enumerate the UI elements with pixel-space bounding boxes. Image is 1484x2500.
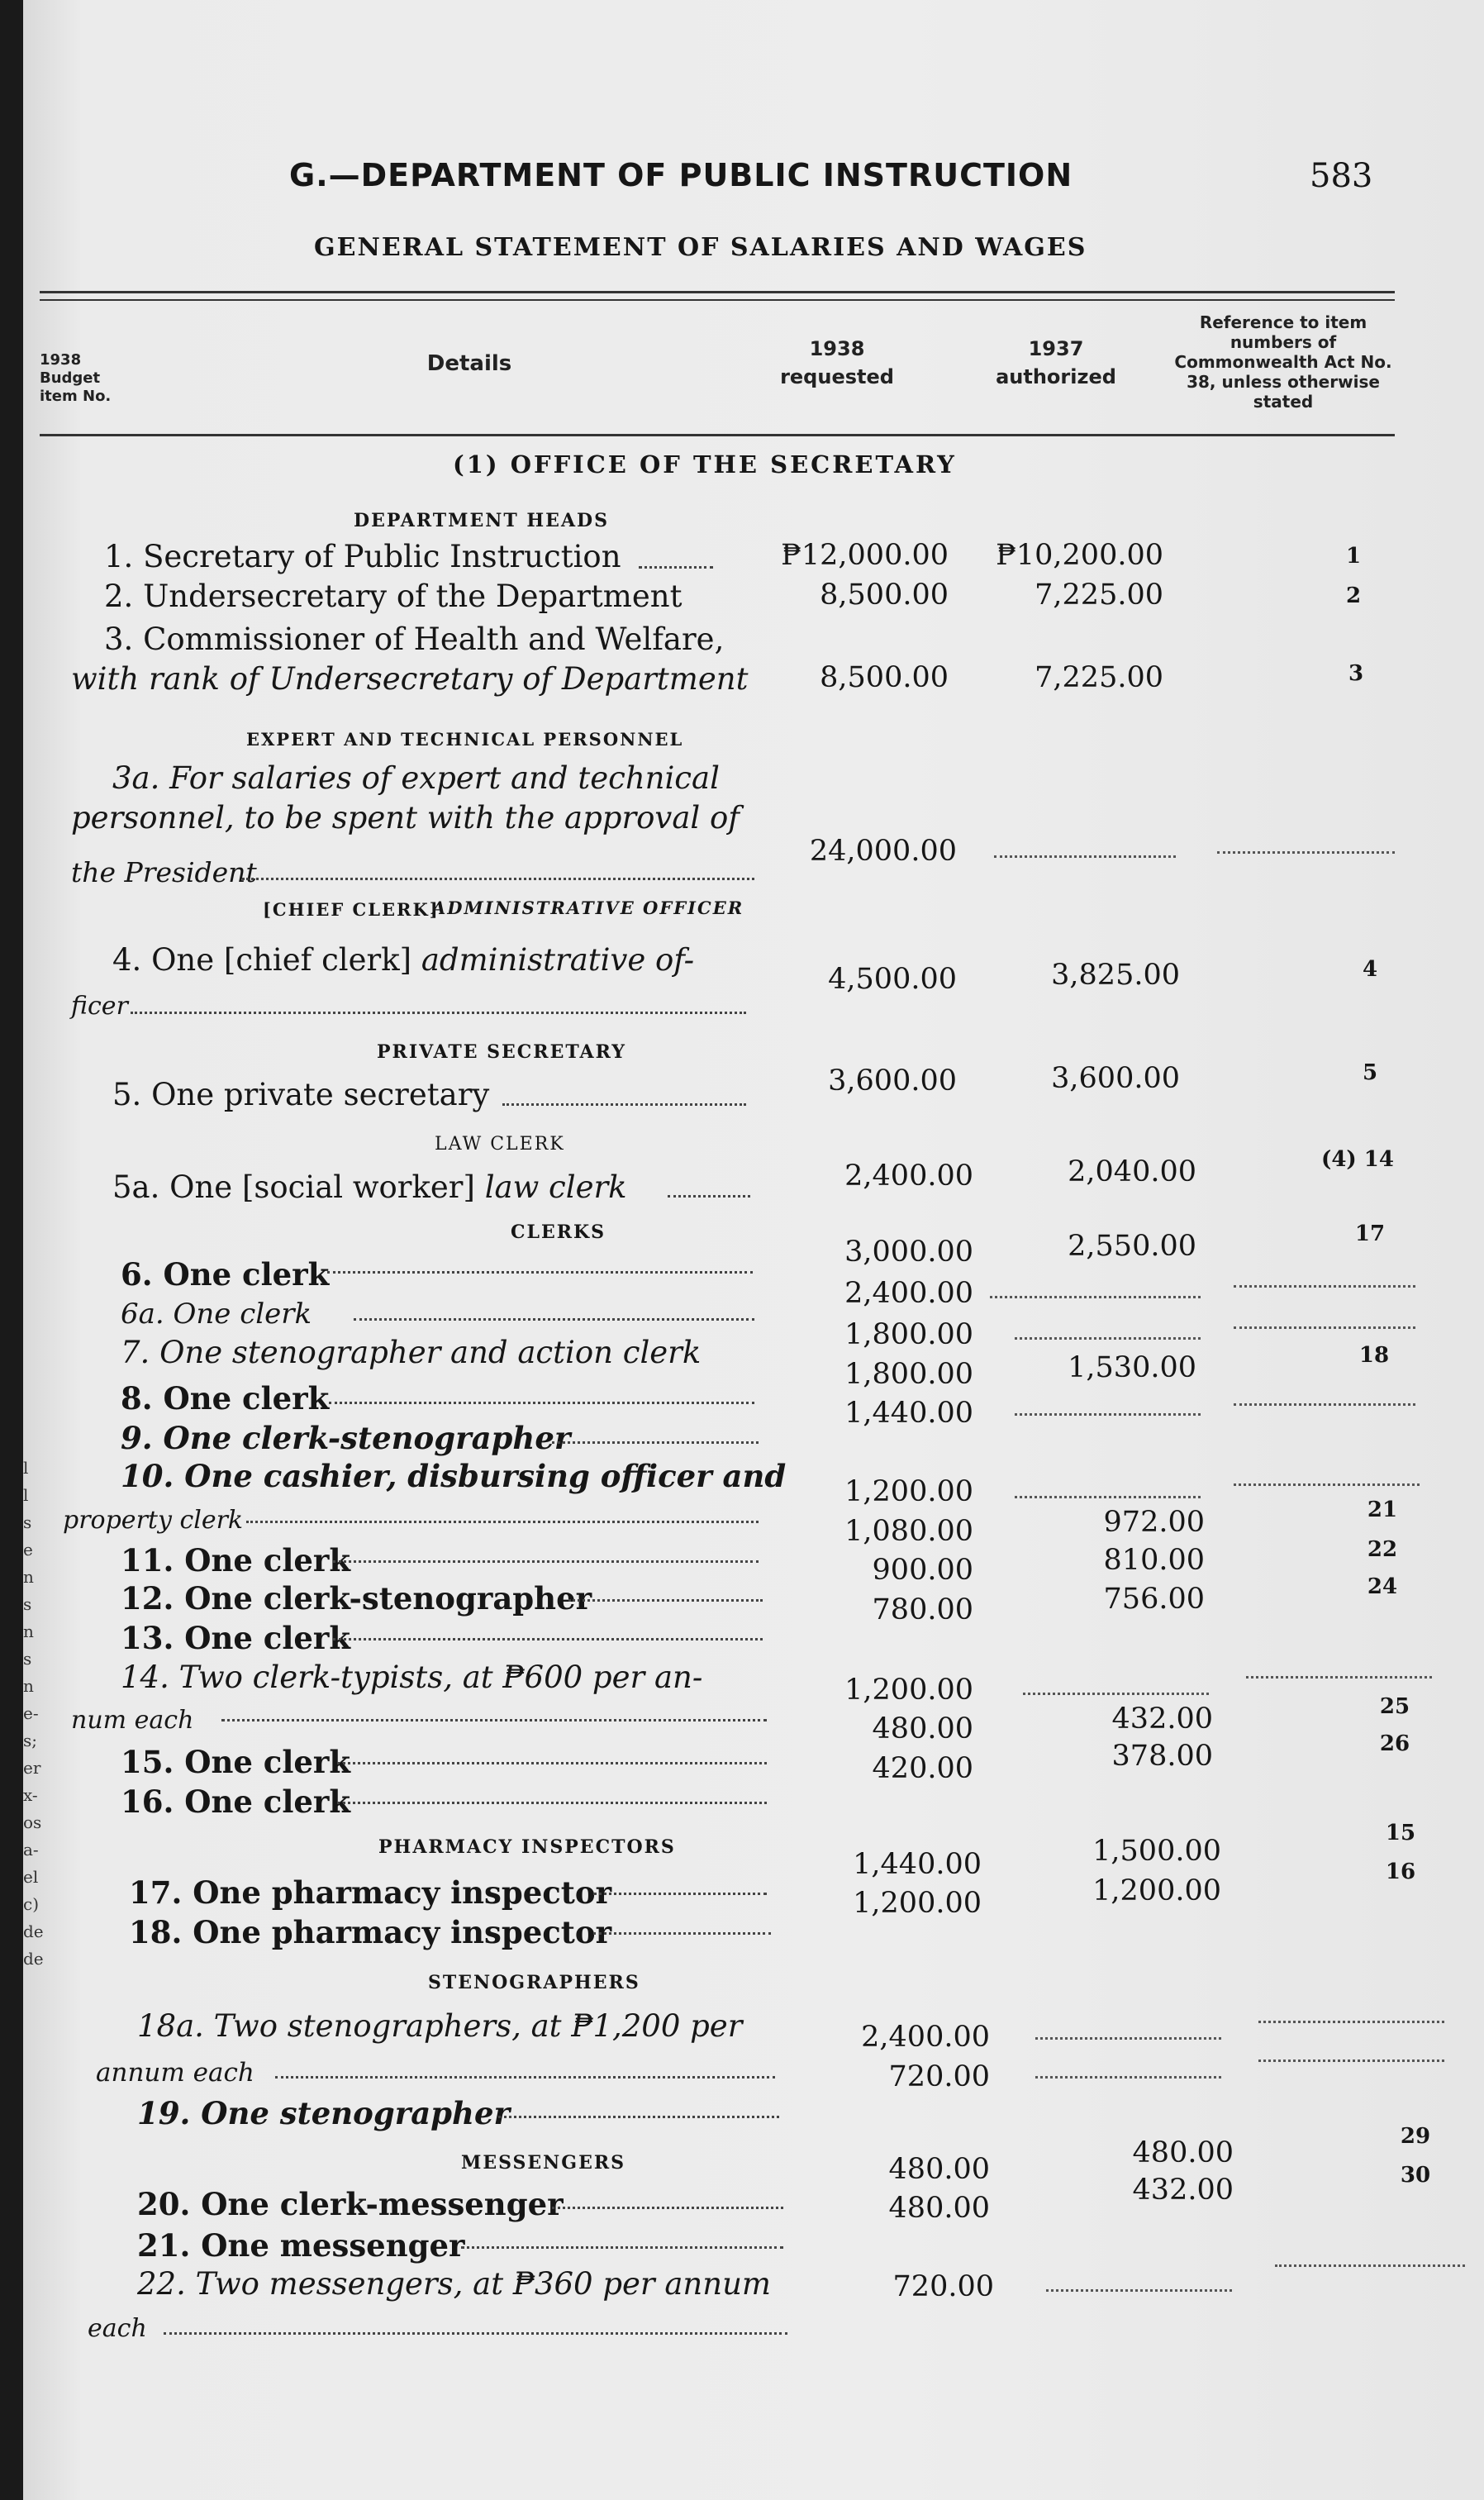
empty-reference <box>1258 2060 1444 2062</box>
empty-authorized <box>1023 1693 1209 1695</box>
row-label: with rank of Undersecretary of Department <box>71 661 749 697</box>
leader-dots <box>337 1762 767 1764</box>
row-label: 18a. Two stenographers, at ₱1,200 per <box>137 2008 743 2044</box>
authorized-value: 432.00 <box>1111 1702 1213 1736</box>
leader-dots <box>502 1103 746 1106</box>
reference-value: 29 <box>1400 2124 1431 2149</box>
reference-value: 30 <box>1400 2163 1431 2188</box>
leader-dots <box>593 1893 767 1895</box>
leader-dots <box>333 1638 763 1640</box>
requested-value: ₱12,000.00 <box>781 539 949 572</box>
row-label: 9. One clerk-stenographer <box>121 1420 571 1456</box>
row-label: 6a. One clerk <box>121 1298 312 1331</box>
category-heading: DEPARTMENT HEADS <box>354 510 609 531</box>
authorized-value: 810.00 <box>1103 1544 1205 1577</box>
row-label: 21. One messenger <box>137 2227 465 2264</box>
requested-value: 1,200.00 <box>844 1674 973 1707</box>
reference-value: 21 <box>1367 1498 1398 1522</box>
row-label-number: 5a. One <box>112 1169 233 1205</box>
col-reference: Reference to item numbers of Commonwealth Act No. 38, unless otherwise stated <box>1174 312 1392 412</box>
reference-value: 3 <box>1348 661 1364 686</box>
header-rule-top <box>40 291 1395 293</box>
row-label: 7. One stenographer and action clerk <box>121 1335 702 1370</box>
authorized-value: 2,040.00 <box>1068 1155 1196 1188</box>
requested-value: 3,000.00 <box>844 1236 973 1269</box>
row-label-italic: administrative of- <box>421 942 695 978</box>
empty-reference <box>1246 1676 1432 1679</box>
row-label-bracketed: [social worker] <box>241 1169 475 1205</box>
row-label: the President <box>71 856 257 888</box>
authorized-value: 756.00 <box>1103 1583 1205 1616</box>
row-label: 6. One clerk <box>121 1256 330 1293</box>
col-details: Details <box>426 351 512 376</box>
leader-dots <box>221 1719 767 1721</box>
row-label-italic: law clerk <box>484 1169 627 1205</box>
col-item-no: 1938 Budget item No. <box>40 351 112 405</box>
category-heading: STENOGRAPHERS <box>428 1972 640 1993</box>
requested-value: 1,440.00 <box>853 1848 982 1881</box>
empty-reference <box>1234 1403 1415 1406</box>
header-rule-bottom <box>40 434 1395 436</box>
requested-value: 780.00 <box>872 1593 973 1626</box>
leader-dots <box>246 1521 759 1523</box>
category-heading: PRIVATE SECRETARY <box>377 1041 626 1063</box>
empty-reference <box>1275 2264 1465 2267</box>
requested-value: 1,080.00 <box>844 1515 973 1548</box>
leader-dots <box>354 1318 754 1321</box>
row-label: 12. One clerk-stenographer <box>121 1580 592 1617</box>
leader-dots <box>327 1271 753 1274</box>
empty-reference <box>1258 2021 1444 2023</box>
authorized-value: 3,825.00 <box>1051 959 1180 992</box>
requested-value: 1,200.00 <box>844 1475 973 1508</box>
leader-dots <box>329 1402 754 1404</box>
row-label: 14. Two clerk-typists, at ₱600 per an- <box>121 1660 703 1695</box>
row-label <box>112 1169 627 1205</box>
adjacent-page-bleed: l l s e n s n s n e- s; er x- os a- el c) de de <box>23 1458 44 1969</box>
header-rule-top-2 <box>40 299 1395 301</box>
requested-value: 2,400.00 <box>844 1160 973 1193</box>
requested-value: 480.00 <box>888 2153 990 2186</box>
empty-authorized <box>994 855 1176 858</box>
empty-authorized <box>1015 1496 1201 1498</box>
section-title: (1) OFFICE OF THE SECRETARY <box>453 450 957 479</box>
row-label: 22. Two messengers, at ₱360 per annum <box>137 2266 771 2302</box>
row-label: 18. One pharmacy inspector <box>129 1914 612 1950</box>
requested-value: 480.00 <box>888 2192 990 2225</box>
document-page <box>23 0 1484 2500</box>
category-heading: LAW CLERK <box>435 1134 565 1155</box>
row-label: 10. One cashier, disbursing officer and <box>121 1458 787 1494</box>
row-label: annum each <box>96 2058 254 2088</box>
leader-dots <box>461 2246 783 2249</box>
row-label: 1. Secretary of Public Instruction <box>104 539 621 574</box>
page-subtitle: GENERAL STATEMENT OF SALARIES AND WAGES <box>314 233 1087 262</box>
authorized-value: ₱10,200.00 <box>996 539 1163 572</box>
category-heading: ADMINISTRATIVE OFFICER <box>432 898 744 918</box>
requested-value: 1,800.00 <box>844 1318 973 1351</box>
row-label: num each <box>71 1706 194 1735</box>
row-label: 3a. For salaries of expert and technical <box>112 760 720 796</box>
reference-value: 17 <box>1354 1221 1386 1246</box>
empty-authorized <box>1015 1413 1201 1416</box>
reference-value: (4) 14 <box>1321 1147 1394 1172</box>
empty-reference <box>1234 1483 1420 1486</box>
col-authorized: 1937 authorized <box>996 337 1116 388</box>
empty-authorized <box>1035 2037 1221 2040</box>
leader-dots <box>164 2332 787 2335</box>
requested-value: 720.00 <box>888 2060 990 2093</box>
empty-reference <box>1234 1285 1415 1288</box>
row-label: 8. One clerk <box>121 1380 330 1417</box>
authorized-value: 2,550.00 <box>1068 1230 1196 1263</box>
leader-dots <box>552 2207 783 2209</box>
requested-value: 720.00 <box>892 2270 994 2303</box>
col-requested: 1938 requested <box>780 337 894 388</box>
reference-value: 26 <box>1379 1731 1410 1756</box>
leader-dots <box>593 1932 771 1935</box>
authorized-value: 432.00 <box>1132 2174 1234 2207</box>
authorized-value: 1,200.00 <box>1092 1874 1221 1907</box>
category-heading: CLERKS <box>511 1221 606 1243</box>
row-label-number: 4. One <box>112 942 215 978</box>
requested-value: 8,500.00 <box>820 579 949 612</box>
page-number: 583 <box>1310 157 1373 195</box>
requested-value: 1,440.00 <box>844 1397 973 1430</box>
empty-authorized <box>1035 2076 1221 2079</box>
empty-authorized <box>990 1296 1201 1298</box>
reference-value: 24 <box>1367 1574 1398 1599</box>
row-label: 5. One private secretary <box>112 1077 490 1112</box>
row-label: 16. One clerk <box>121 1783 351 1820</box>
requested-value: 24,000.00 <box>809 835 957 868</box>
row-label: 3. Commissioner of Health and Welfare, <box>104 621 725 657</box>
requested-value: 480.00 <box>872 1712 973 1745</box>
reference-value: 2 <box>1345 583 1362 608</box>
row-label: property clerk <box>63 1506 244 1535</box>
leader-dots <box>131 1012 746 1014</box>
category-heading: [CHIEF CLERK] <box>263 899 440 920</box>
reference-value: 22 <box>1367 1537 1398 1562</box>
requested-value: 900.00 <box>872 1554 973 1587</box>
empty-authorized <box>1046 2289 1232 2292</box>
leader-dots <box>333 1560 759 1563</box>
row-label: 20. One clerk-messenger <box>137 2186 564 2222</box>
reference-value: 4 <box>1362 957 1378 982</box>
requested-value: 2,400.00 <box>861 2021 990 2054</box>
row-label: personnel, to be spent with the approval of <box>71 800 740 836</box>
reference-value: 18 <box>1358 1343 1390 1368</box>
leader-dots <box>639 566 713 569</box>
row-label: 11. One clerk <box>121 1542 351 1579</box>
authorized-value: 7,225.00 <box>1035 661 1163 694</box>
empty-reference <box>1217 851 1395 854</box>
row-label: ficer <box>71 992 128 1021</box>
authorized-value: 480.00 <box>1132 2136 1234 2169</box>
category-heading: MESSENGERS <box>461 2152 626 2174</box>
reference-value: 15 <box>1385 1821 1416 1845</box>
authorized-value: 378.00 <box>1111 1740 1213 1773</box>
authorized-value: 1,500.00 <box>1092 1835 1221 1868</box>
reference-value: 16 <box>1385 1860 1416 1884</box>
row-label: 2. Undersecretary of the Department <box>104 579 683 614</box>
leader-dots <box>498 2116 779 2118</box>
reference-value: 1 <box>1345 544 1362 569</box>
authorized-value: 7,225.00 <box>1035 579 1163 612</box>
row-label-bracketed: [chief clerk] <box>223 942 412 978</box>
requested-value: 1,800.00 <box>844 1358 973 1391</box>
authorized-value: 1,530.00 <box>1068 1351 1196 1384</box>
requested-value: 2,400.00 <box>844 1277 973 1310</box>
leader-dots <box>568 1599 763 1602</box>
empty-authorized <box>1015 1337 1201 1340</box>
reference-value: 5 <box>1362 1060 1378 1085</box>
leader-dots <box>552 1441 759 1444</box>
empty-reference <box>1234 1326 1415 1329</box>
authorized-value: 3,600.00 <box>1051 1062 1180 1095</box>
row-label: 13. One clerk <box>121 1620 351 1656</box>
category-heading: EXPERT AND TECHNICAL PERSONNEL <box>246 729 684 750</box>
leader-dots <box>337 1802 767 1804</box>
row-label <box>112 942 694 978</box>
leader-dots <box>668 1195 750 1198</box>
reference-value: 25 <box>1379 1694 1410 1719</box>
row-label: each <box>88 2314 147 2343</box>
row-label: 19. One stenographer <box>137 2095 510 2131</box>
requested-value: 1,200.00 <box>853 1887 982 1920</box>
row-label: 15. One clerk <box>121 1744 351 1780</box>
leader-dots <box>242 878 754 880</box>
category-heading: PHARMACY INSPECTORS <box>378 1836 676 1858</box>
authorized-value: 972.00 <box>1103 1506 1205 1539</box>
requested-value: 420.00 <box>872 1752 973 1785</box>
row-label: 17. One pharmacy inspector <box>129 1874 612 1911</box>
page-title: G.—DEPARTMENT OF PUBLIC INSTRUCTION <box>289 157 1073 193</box>
requested-value: 4,500.00 <box>828 963 957 996</box>
requested-value: 8,500.00 <box>820 661 949 694</box>
leader-dots <box>275 2076 775 2079</box>
requested-value: 3,600.00 <box>828 1064 957 1098</box>
